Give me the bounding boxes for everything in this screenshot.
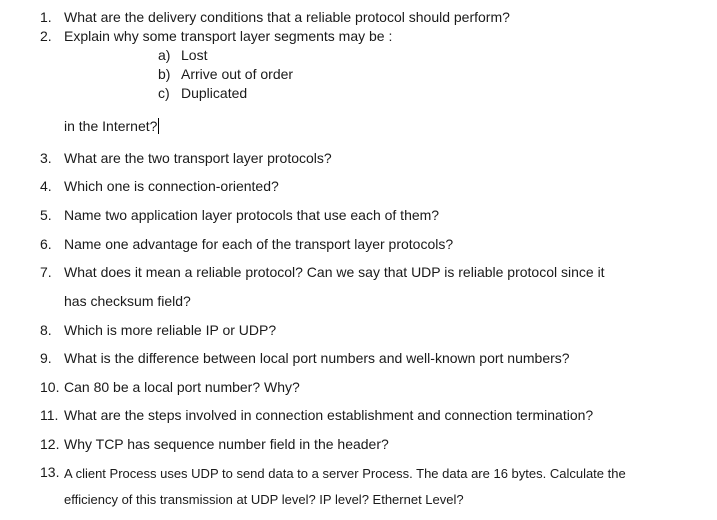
question-number: 1. bbox=[40, 9, 52, 25]
question-number: 12. bbox=[40, 436, 60, 452]
subitem-text: Lost bbox=[181, 47, 208, 63]
question-text: What are the delivery conditions that a reliable protocol should perform? bbox=[64, 9, 510, 25]
question-text: Name one advantage for each of the transport layer protocols? bbox=[64, 236, 454, 252]
question-continuation[interactable] bbox=[64, 118, 159, 135]
question-number: 5. bbox=[40, 207, 52, 223]
question-number: 9. bbox=[40, 350, 52, 366]
question-number: 6. bbox=[40, 236, 52, 252]
text-cursor bbox=[158, 118, 159, 134]
subitem-text: Duplicated bbox=[181, 85, 248, 101]
question-text: Which one is connection-oriented? bbox=[64, 178, 279, 194]
question-text: Can 80 be a local port number? Why? bbox=[64, 379, 300, 395]
subitem-letter: b) bbox=[158, 66, 171, 82]
subitem-text: Arrive out of order bbox=[181, 66, 294, 82]
question-text: What is the difference between local port numbers and well-known port numbers? bbox=[64, 350, 570, 366]
question-text: What are the steps involved in connection establishment and connection termination? bbox=[64, 407, 594, 423]
question-text: Explain why some transport layer segments may be : bbox=[64, 28, 393, 44]
continuation-text: in the Internet? bbox=[64, 118, 158, 134]
question-continuation: efficiency of this transmission at UDP level? IP level? Ethernet Level? bbox=[64, 492, 464, 507]
question-text: Name two application layer protocols that use each of them? bbox=[64, 207, 440, 223]
question-text: Which is more reliable IP or UDP? bbox=[64, 322, 277, 338]
question-number: 10. bbox=[40, 379, 60, 395]
question-number: 11. bbox=[40, 407, 59, 423]
subitem-letter: a) bbox=[158, 47, 171, 63]
question-number: 3. bbox=[40, 150, 52, 166]
question-number: 4. bbox=[40, 178, 52, 194]
question-text: What are the two transport layer protocols? bbox=[64, 150, 332, 166]
question-text: A client Process uses UDP to send data to a server Process. The data are 16 bytes. Calculate the bbox=[64, 466, 626, 481]
question-number: 7. bbox=[40, 264, 52, 280]
question-text: What does it mean a reliable protocol? Can we say that UDP is reliable protocol since it bbox=[64, 264, 605, 280]
question-number: 13. bbox=[40, 464, 60, 480]
question-number: 8. bbox=[40, 322, 52, 338]
question-number: 2. bbox=[40, 28, 52, 44]
subitem-letter: c) bbox=[158, 85, 170, 101]
question-text: Why TCP has sequence number field in the header? bbox=[64, 436, 389, 452]
question-continuation: has checksum field? bbox=[64, 293, 191, 309]
